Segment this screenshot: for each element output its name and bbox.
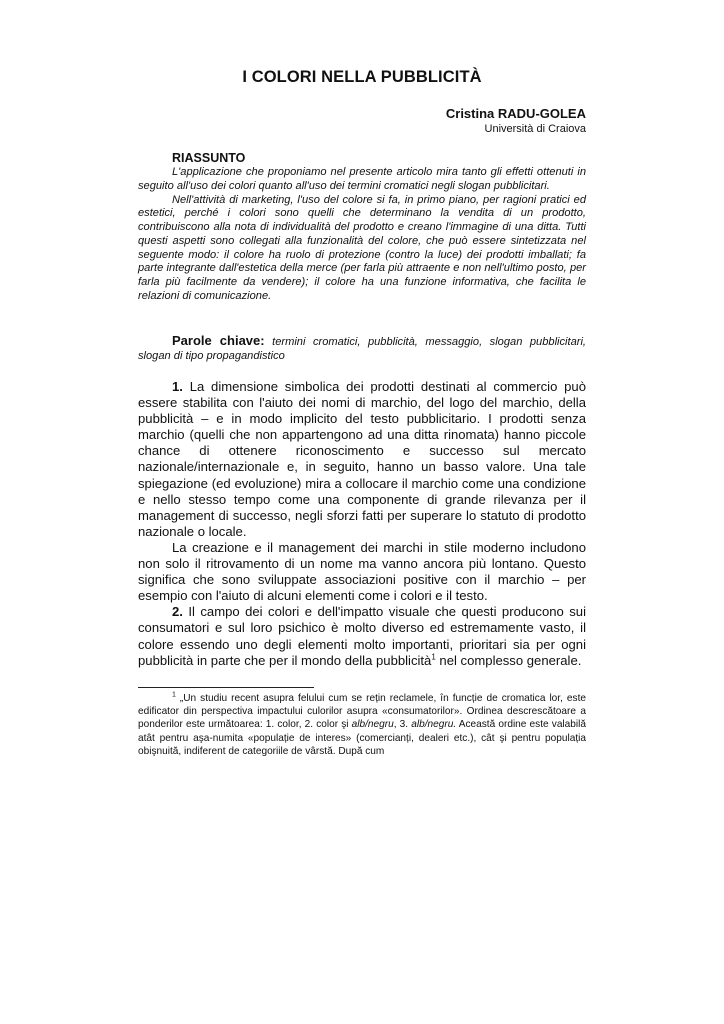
abstract-paragraph: L'applicazione che proponiamo nel presente articolo mira tanto gli effetti ottenuti in seguito all'uso dei colori quanto all'uso dei termini cromatici negli slogan pubblicitari.	[138, 166, 586, 192]
footnote	[138, 692, 586, 758]
abstract-paragraph: Nell'attività di marketing, l'uso del colore si fa, in primo piano, per ragioni pratici ed estetici, perché i colori sono quelli che determinano la vendita di un prodotto, contribuiscono alla nota di individualità del prodotto e creano l'immagine di una ditta. Tutti questi aspetti sono collegati alla funzionalità del colore, che può essere sintetizzata nel seguente modo: il colore ha ruolo di protezione (contro la luce) dei prodotti imballati; fa parte integrante dall'estetica della merce (per farla più attraente e non nell'ultimo posto, per farla più facilmente da vendere); il colore ha una funzione informativa, che facilita le relazioni di comunicazione.	[138, 193, 586, 302]
author-name: Cristina RADU-GOLEA	[445, 106, 586, 121]
footnote-reference[interactable]: 1	[431, 652, 436, 662]
footnote-emphasis: alb/negru	[351, 719, 394, 731]
footnote-emphasis: alb/negru.	[411, 719, 457, 731]
section-number: 1.	[172, 379, 183, 394]
footnote-text: , 3.	[393, 719, 412, 731]
abstract	[138, 166, 586, 304]
keywords	[138, 334, 586, 363]
body-paragraph	[138, 379, 586, 540]
paragraph-text: Il campo dei colori e dell'impatto visuale che questi producono sui consumatori e sul loro psichico è molto diverso ed estremamente vasto, il colore essendo uno degli elementi molto importanti, prioritari sia per ogni pubblicità in parte che per il mondo della pubblicità	[138, 604, 586, 668]
keywords-label: Parole chiave:	[172, 333, 265, 348]
body-text	[138, 379, 586, 669]
keywords-text: termini cromatici, pubblicità, messaggio, slogan pubblicitari, slogan di tipo propagandistico	[138, 336, 587, 362]
paragraph-text: La dimensione simbolica dei prodotti destinati al commercio può essere stabilita con l'aiuto dei nomi di marchio, del logo del marchio, della pubblicità – e in modo implicito del testo pubblicitario. I prodotti senza marchio (quelli che non appartengono ad una ditta rinomata) hanno piccole chance di ottenere riconoscimento e successo sul mercato nazionale/internazionale e, in seguito, hanno un basso valore. Una tale spiegazione (ed evoluzione) mira a collocare il marchio come una condizione e nello stesso tempo come una componente di grande rilevanza per il management di successo, negli sforzi fatti per superare lo statuto di prodotto nazionale o locale.	[138, 379, 586, 539]
footnote-number: 1	[172, 691, 176, 699]
body-paragraph: La creazione e il management dei marchi in stile moderno includono non solo il ritrovamento di un nome ma vanno ancora più lontano. Questo significa che sono sviluppate associazioni positive con il marchio – per esempio con l'aiuto di alcuni elementi come i colori e il testo.	[138, 539, 586, 604]
footnote-separator	[138, 687, 314, 688]
paper-title: I COLORI NELLA PUBBLICITÀ	[242, 68, 482, 86]
footnote-text: „Un studiu recent asupra felului cum se rețin reclamele, în funcție de cromatica lor, este edificator din perspectiva impactului culorilor asupra «consumatorilor». Ordinea descrescătoare a ponderilor este următoarea: 1. color, 2. color şi	[138, 693, 586, 731]
body-paragraph	[138, 604, 586, 668]
author-affiliation: Università di Craiova	[484, 123, 586, 135]
paragraph-text: nel complesso generale.	[435, 652, 582, 668]
section-number: 2.	[172, 604, 183, 620]
footnote-text: Această ordine este valabilă atât pentru aşa-numita «populație de interes» (comercianți, dealeri etc.), cât şi pentru populația obişnuită, indiferent de categoriile de vârstă. După cum	[138, 719, 586, 757]
abstract-heading: RIASSUNTO	[172, 151, 246, 165]
